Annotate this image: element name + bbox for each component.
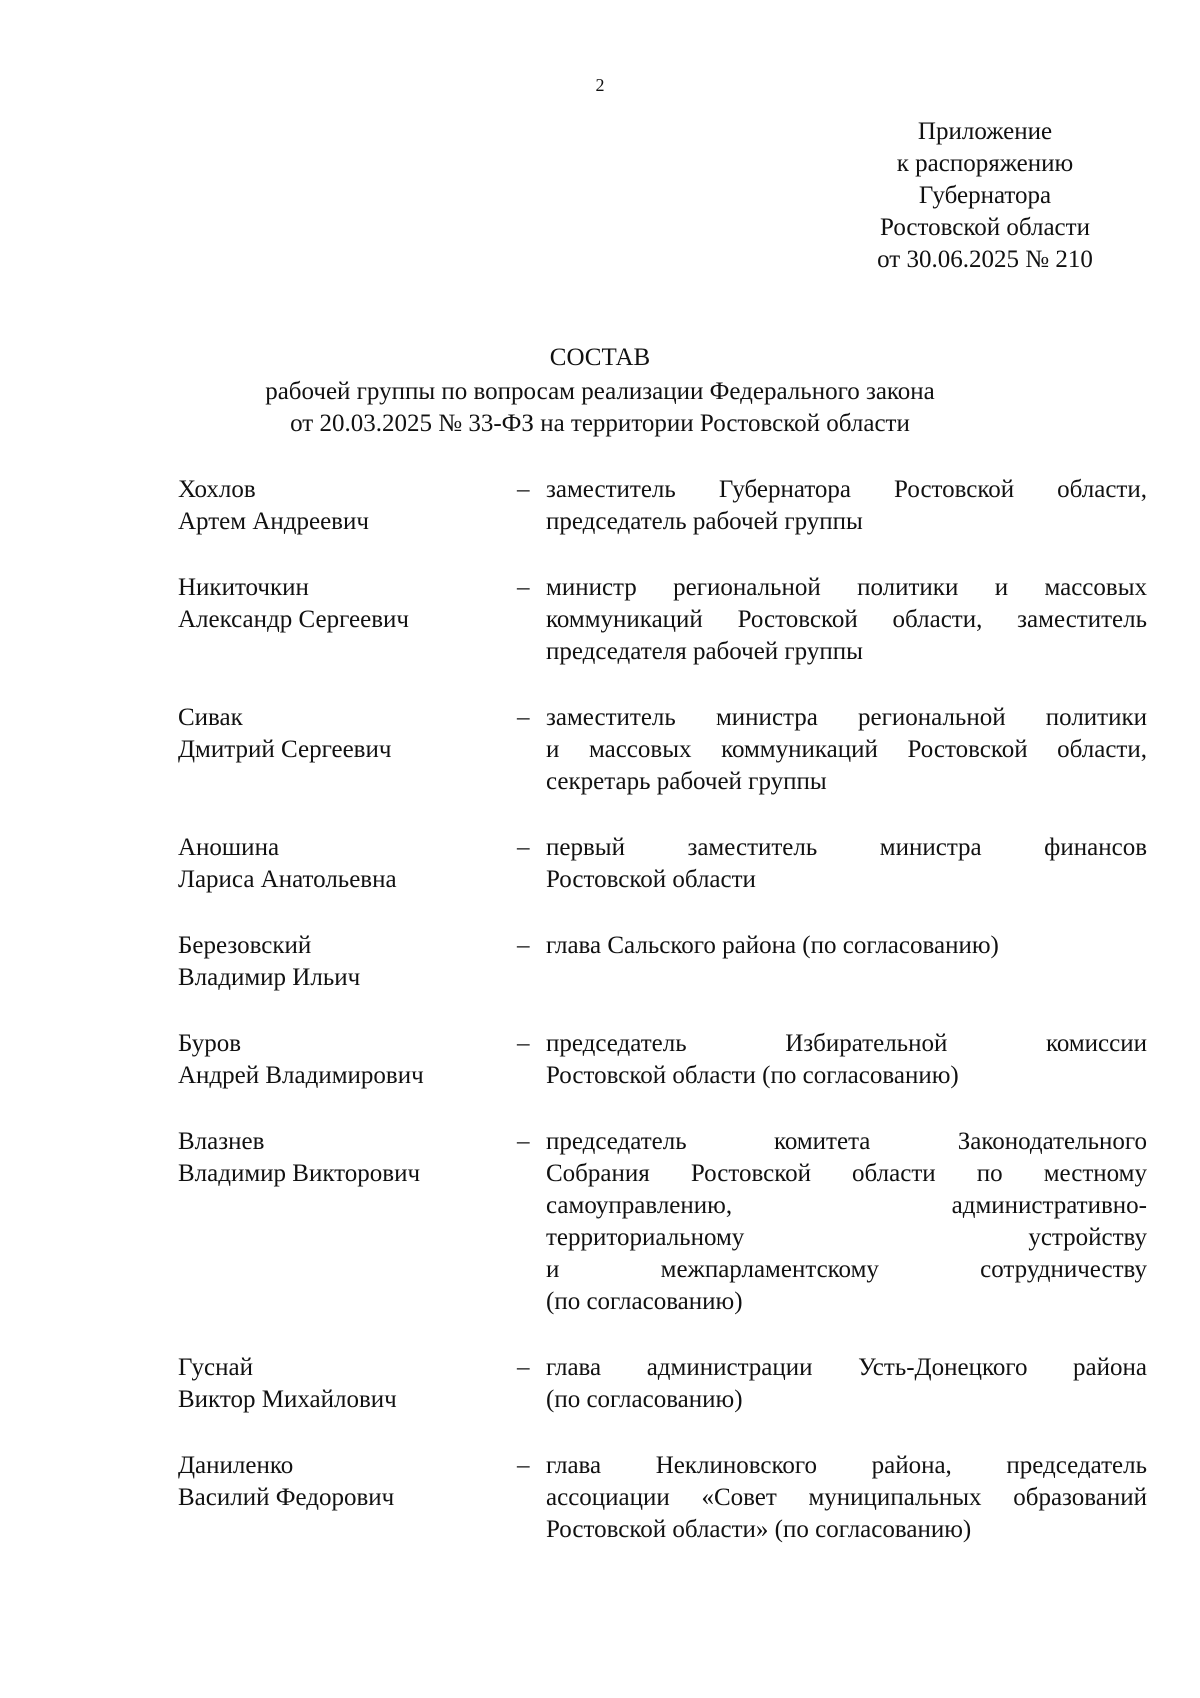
member-name xyxy=(0,474,517,538)
member-surname: Даниленко xyxy=(178,1452,294,1479)
member-role xyxy=(546,1352,1147,1416)
member-dash: – xyxy=(517,1030,530,1057)
member-role xyxy=(546,1126,1147,1318)
member-role-line: Ростовской области» (по согласованию) xyxy=(546,1516,972,1543)
member-name xyxy=(0,572,517,668)
member-role-line: председатель комитета Законодательного xyxy=(546,1128,1147,1155)
member-row xyxy=(0,1352,1200,1416)
member-row xyxy=(0,702,1200,798)
member-given-names: Дмитрий Сергеевич xyxy=(178,736,392,763)
member-role-line: глава администрации Усть-Донецкого района xyxy=(546,1354,1147,1381)
member-dash: – xyxy=(517,834,530,861)
member-role-line: глава Неклиновского района, председатель xyxy=(546,1452,1147,1479)
appendix-header xyxy=(820,116,1150,276)
member-role-line: первый заместитель министра финансов xyxy=(546,834,1147,861)
appendix-line: Губернатора xyxy=(918,182,1052,209)
member-role-line: (по согласованию) xyxy=(546,1386,743,1413)
member-role-line: самоуправлению, административно- xyxy=(546,1192,1147,1219)
member-given-names: Василий Федорович xyxy=(178,1484,395,1511)
member-role xyxy=(546,572,1147,668)
member-role xyxy=(546,702,1147,798)
member-role-line: ассоциации «Совет муниципальных образований xyxy=(546,1484,1147,1511)
member-name xyxy=(0,702,517,798)
member-given-names: Владимир Ильич xyxy=(178,964,361,991)
member-dash: – xyxy=(517,932,530,959)
member-given-names: Виктор Михайлович xyxy=(178,1386,397,1413)
title-subtitle-line: от 20.03.2025 № 33-ФЗ на территории Ростовской области xyxy=(290,410,910,437)
member-given-names: Владимир Викторович xyxy=(178,1160,421,1187)
member-name xyxy=(0,832,517,896)
member-role xyxy=(546,1450,1147,1546)
member-role-line: председателя рабочей группы xyxy=(546,638,863,665)
member-row xyxy=(0,1028,1200,1092)
members-list xyxy=(0,474,1200,1580)
member-given-names: Александр Сергеевич xyxy=(178,606,409,633)
member-surname: Никиточкин xyxy=(178,574,309,601)
document-title xyxy=(0,342,1200,440)
member-role xyxy=(546,930,1147,994)
member-name xyxy=(0,1352,517,1416)
appendix-line: к распоряжению xyxy=(896,150,1074,177)
member-surname: Сивак xyxy=(178,704,243,731)
member-given-names: Лариса Анатольевна xyxy=(178,866,397,893)
member-role-line: заместитель министра региональной политики xyxy=(546,704,1147,731)
member-surname: Гуснай xyxy=(178,1354,253,1381)
member-role xyxy=(546,474,1147,538)
page-number: 2 xyxy=(595,75,605,95)
member-role-line: председатель рабочей группы xyxy=(546,508,863,535)
title-subtitle-line: рабочей группы по вопросам реализации Федерального закона xyxy=(265,378,935,405)
member-given-names: Андрей Владимирович xyxy=(178,1062,424,1089)
member-role-line: (по согласованию) xyxy=(546,1288,743,1315)
member-row xyxy=(0,1126,1200,1318)
member-surname: Хохлов xyxy=(178,476,256,503)
member-name xyxy=(0,1126,517,1318)
member-surname: Буров xyxy=(178,1030,242,1057)
appendix-line: от 30.06.2025 № 210 xyxy=(877,246,1093,273)
member-name xyxy=(0,1028,517,1092)
member-dash: – xyxy=(517,1452,530,1479)
member-role-line: Ростовской области (по согласованию) xyxy=(546,1062,959,1089)
member-given-names: Артем Андреевич xyxy=(178,508,369,535)
member-role xyxy=(546,832,1147,896)
member-dash: – xyxy=(517,1354,530,1381)
member-role-line: заместитель Губернатора Ростовской области, xyxy=(546,476,1147,503)
member-surname: Аношина xyxy=(178,834,280,861)
member-role xyxy=(546,1028,1147,1092)
appendix-line: Приложение xyxy=(917,118,1053,145)
member-surname: Влазнев xyxy=(178,1128,265,1155)
member-role-line: министр региональной политики и массовых xyxy=(546,574,1147,601)
appendix-line: Ростовской области xyxy=(880,214,1090,241)
member-name xyxy=(0,1450,517,1546)
member-row xyxy=(0,474,1200,538)
member-role-line: Собрания Ростовской области по местному xyxy=(546,1160,1147,1187)
member-row xyxy=(0,930,1200,994)
member-dash: – xyxy=(517,1128,530,1155)
member-role-line: глава Сальского района (по согласованию) xyxy=(546,932,999,959)
member-role-line: и массовых коммуникаций Ростовской области, xyxy=(546,736,1147,763)
member-role-line: секретарь рабочей группы xyxy=(546,768,827,795)
member-role-line: и межпарламентскому сотрудничеству xyxy=(546,1256,1147,1283)
member-row xyxy=(0,1450,1200,1546)
member-surname: Березовский xyxy=(178,932,312,959)
member-role-line: территориальному устройству xyxy=(546,1224,1147,1251)
member-row xyxy=(0,832,1200,896)
member-dash: – xyxy=(517,574,530,601)
member-role-line: Ростовской области xyxy=(546,866,756,893)
member-role-line: председатель Избирательной комиссии xyxy=(546,1030,1147,1057)
member-dash: – xyxy=(517,704,530,731)
member-dash: – xyxy=(517,476,530,503)
title-main: СОСТАВ xyxy=(549,344,651,371)
member-role-line: коммуникаций Ростовской области, заместитель xyxy=(546,606,1147,633)
member-name xyxy=(0,930,517,994)
member-row xyxy=(0,572,1200,668)
